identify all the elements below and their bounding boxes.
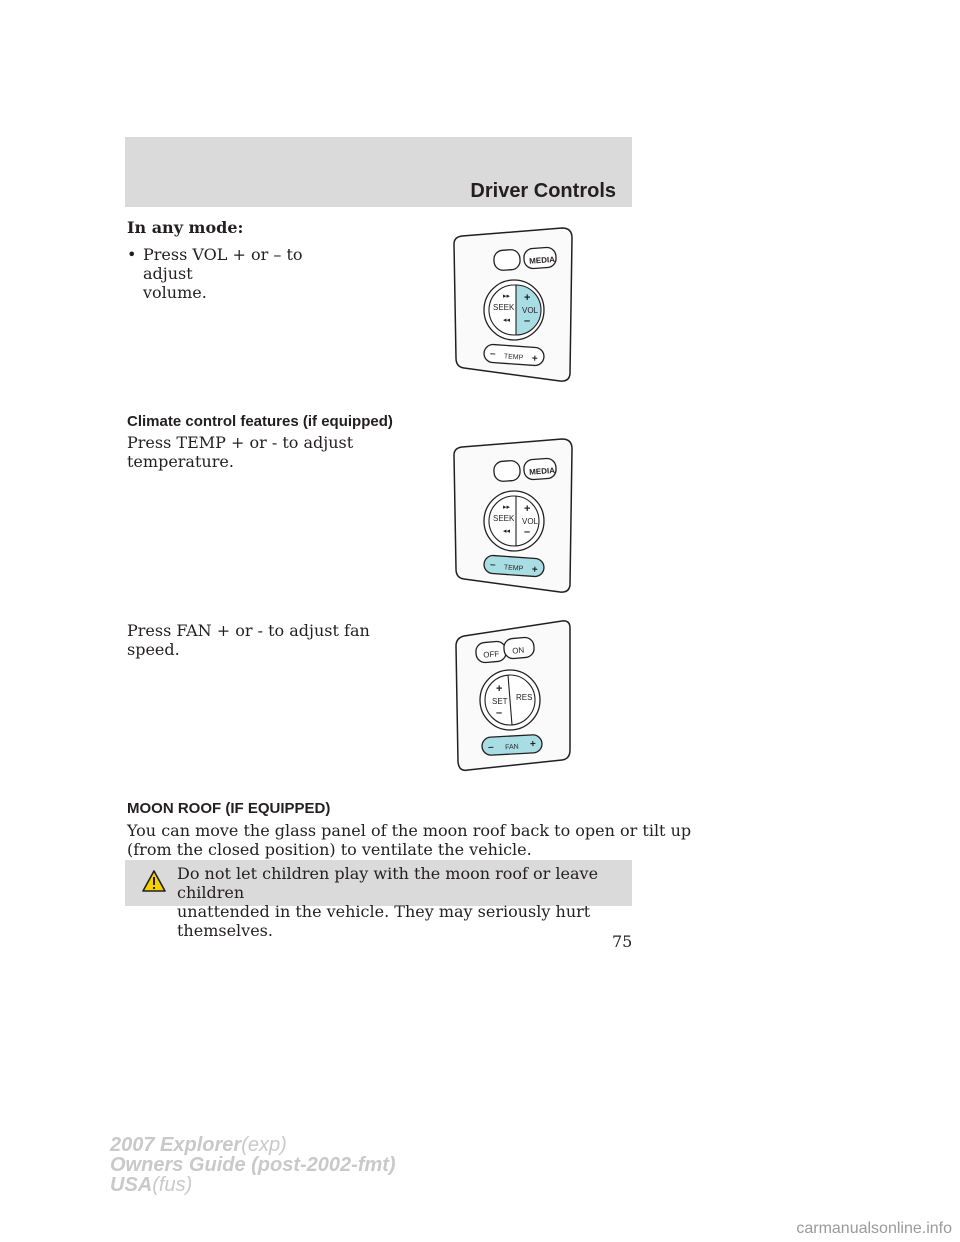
footer-model: 2007 Explorer	[110, 1134, 242, 1156]
fan-instruction-line1: Press FAN + or - to adjust fan	[127, 621, 370, 640]
seek-forward-icon: ▸▸	[503, 504, 511, 511]
document-footer	[110, 1135, 396, 1195]
seek-forward-icon: ▸▸	[503, 293, 511, 300]
vol-minus: –	[524, 526, 531, 538]
bullet-icon: •	[127, 245, 137, 264]
vol-bullet	[127, 245, 357, 302]
chapter-title: Driver Controls	[470, 180, 616, 202]
fan-minus: –	[487, 741, 494, 754]
set-label: SET	[492, 697, 508, 706]
temp-label: TEMP	[503, 564, 524, 573]
warning-text	[177, 864, 627, 940]
vol-plus: +	[524, 292, 531, 304]
moonroof-line1: You can move the glass panel of the moon roof back to open or tilt up	[127, 821, 692, 840]
temp-plus: +	[531, 353, 538, 365]
set-plus: +	[496, 683, 503, 695]
fan-label: FAN	[504, 743, 519, 752]
vol-label: VOL	[522, 517, 539, 526]
warning-line2: unattended in the vehicle. They may seriously hurt themselves.	[177, 902, 591, 940]
moonroof-heading: MOON ROOF (IF EQUIPPED)	[127, 800, 331, 817]
vol-bullet-line2: volume.	[143, 283, 207, 302]
climate-heading: Climate control features (if equipped)	[127, 413, 393, 430]
chapter-header-band	[125, 137, 632, 207]
footer-guide: Owners Guide (post-2002-fmt)	[110, 1154, 396, 1176]
fan-instruction-line2: speed.	[127, 640, 180, 659]
seek-back-icon: ◂◂	[503, 528, 511, 535]
vol-bullet-line1: Press VOL + or – to adjust	[143, 245, 303, 283]
seek-label: SEEK	[493, 514, 515, 523]
warning-box	[125, 860, 632, 940]
media-button-label: MEDIA	[528, 465, 556, 477]
steering-audio-panel-vol	[452, 226, 576, 384]
footer-market: USA	[110, 1174, 153, 1196]
off-label: OFF	[482, 649, 500, 660]
temp-instruction-line2: temperature.	[127, 452, 234, 471]
seek-back-icon: ◂◂	[503, 317, 511, 324]
watermark: carmanualsonline.info	[796, 1220, 952, 1237]
moonroof-line2: (from the closed position) to ventilate the vehicle.	[127, 840, 532, 859]
temp-label: TEMP	[503, 353, 524, 362]
vol-label: VOL	[522, 306, 539, 315]
temp-minus: –	[489, 348, 496, 360]
seek-label: SEEK	[493, 303, 515, 312]
on-label: ON	[511, 645, 525, 656]
fan-plus: +	[529, 738, 537, 751]
footer-market-code: (fus)	[152, 1174, 193, 1196]
steering-audio-panel-temp	[452, 437, 576, 595]
temp-plus: +	[531, 564, 538, 576]
page-number: 75	[612, 932, 633, 951]
warning-triangle-icon	[141, 869, 167, 893]
res-label: RES	[516, 693, 533, 702]
media-button-label: MEDIA	[528, 254, 556, 266]
vol-minus: –	[524, 315, 531, 327]
steering-climate-panel-fan	[452, 618, 576, 776]
set-minus: –	[496, 707, 503, 719]
footer-model-code: (exp)	[241, 1134, 287, 1156]
any-mode-heading: In any mode:	[127, 218, 244, 237]
temp-minus: –	[489, 559, 496, 571]
warning-line1: Do not let children play with the moon roof or leave children	[177, 864, 599, 902]
temp-instruction-line1: Press TEMP + or - to adjust	[127, 433, 354, 452]
vol-plus: +	[524, 503, 531, 515]
